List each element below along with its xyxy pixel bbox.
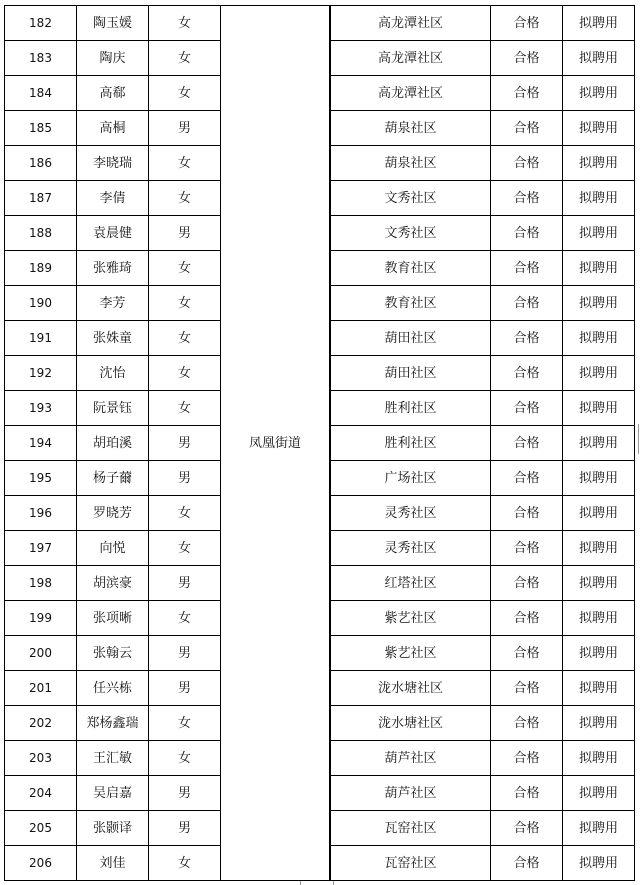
community-cell: 葫泉社区: [331, 146, 491, 181]
name-cell: 吴启嘉: [77, 776, 149, 811]
gender-cell: 男: [149, 566, 221, 601]
name-cell: 沈怡: [77, 356, 149, 391]
row-number-cell: 187: [5, 181, 77, 216]
name-cell: 罗晓芳: [77, 496, 149, 531]
result-cell: 合格: [491, 321, 563, 356]
result-cell: 合格: [491, 846, 563, 881]
row-number-cell: 194: [5, 426, 77, 461]
name-cell: 李晓瑞: [77, 146, 149, 181]
name-cell: 李倩: [77, 181, 149, 216]
community-cell: 高龙潭社区: [331, 6, 491, 41]
row-number-cell: 206: [5, 846, 77, 881]
name-cell: 张翰云: [77, 636, 149, 671]
gender-cell: 男: [149, 111, 221, 146]
gender-cell: 男: [149, 811, 221, 846]
name-cell: 王汇敏: [77, 741, 149, 776]
row-number-cell: 205: [5, 811, 77, 846]
status-cell: 拟聘用: [563, 426, 635, 461]
name-cell: 张姝童: [77, 321, 149, 356]
community-cell: 泷水塘社区: [331, 706, 491, 741]
community-cell: 教育社区: [331, 251, 491, 286]
result-cell: 合格: [491, 461, 563, 496]
gender-cell: 女: [149, 741, 221, 776]
row-number-cell: 204: [5, 776, 77, 811]
name-cell: 刘佳: [77, 846, 149, 881]
name-cell: 李芳: [77, 286, 149, 321]
gender-cell: 女: [149, 391, 221, 426]
name-cell: 陶玉媛: [77, 6, 149, 41]
gender-cell: 男: [149, 426, 221, 461]
gender-cell: 女: [149, 706, 221, 741]
name-cell: 胡滨豪: [77, 566, 149, 601]
result-cell: 合格: [491, 811, 563, 846]
status-cell: 拟聘用: [563, 566, 635, 601]
name-cell: 杨子薾: [77, 461, 149, 496]
row-number-cell: 188: [5, 216, 77, 251]
gender-cell: 女: [149, 321, 221, 356]
gender-cell: 男: [149, 636, 221, 671]
row-number-cell: 197: [5, 531, 77, 566]
status-cell: 拟聘用: [563, 146, 635, 181]
gender-cell: 女: [149, 496, 221, 531]
gender-cell: 男: [149, 671, 221, 706]
gender-cell: 女: [149, 601, 221, 636]
result-cell: 合格: [491, 391, 563, 426]
community-cell: 泷水塘社区: [331, 671, 491, 706]
name-cell: 袁晨健: [77, 216, 149, 251]
community-cell: 瓦窑社区: [331, 846, 491, 881]
status-cell: 拟聘用: [563, 531, 635, 566]
name-cell: 高桐: [77, 111, 149, 146]
community-cell: 文秀社区: [331, 216, 491, 251]
row-number-cell: 198: [5, 566, 77, 601]
result-cell: 合格: [491, 76, 563, 111]
table-row: [5, 6, 635, 41]
gender-cell: 女: [149, 531, 221, 566]
status-cell: 拟聘用: [563, 741, 635, 776]
name-cell: 向悦: [77, 531, 149, 566]
row-number-cell: 193: [5, 391, 77, 426]
gender-cell: 女: [149, 356, 221, 391]
row-number-cell: 185: [5, 111, 77, 146]
name-cell: 胡珀溪: [77, 426, 149, 461]
result-cell: 合格: [491, 741, 563, 776]
name-cell: 阮景钰: [77, 391, 149, 426]
result-cell: 合格: [491, 111, 563, 146]
community-cell: 文秀社区: [331, 181, 491, 216]
row-number-cell: 191: [5, 321, 77, 356]
row-number-cell: 199: [5, 601, 77, 636]
result-cell: 合格: [491, 566, 563, 601]
community-cell: 葫田社区: [331, 356, 491, 391]
community-cell: 紫艺社区: [331, 636, 491, 671]
name-cell: 张项晰: [77, 601, 149, 636]
result-cell: 合格: [491, 531, 563, 566]
status-cell: 拟聘用: [563, 181, 635, 216]
result-cell: 合格: [491, 146, 563, 181]
gender-cell: 女: [149, 146, 221, 181]
result-cell: 合格: [491, 671, 563, 706]
community-cell: 胜利社区: [331, 426, 491, 461]
status-cell: 拟聘用: [563, 41, 635, 76]
community-cell: 瓦窑社区: [331, 811, 491, 846]
community-cell: 葫芦社区: [331, 741, 491, 776]
status-cell: 拟聘用: [563, 846, 635, 881]
status-cell: 拟聘用: [563, 391, 635, 426]
row-number-cell: 202: [5, 706, 77, 741]
result-cell: 合格: [491, 286, 563, 321]
community-cell: 红塔社区: [331, 566, 491, 601]
status-cell: 拟聘用: [563, 321, 635, 356]
row-number-cell: 183: [5, 41, 77, 76]
status-cell: 拟聘用: [563, 356, 635, 391]
community-cell: 灵秀社区: [331, 531, 491, 566]
status-cell: 拟聘用: [563, 111, 635, 146]
footer-tick-left: [300, 881, 301, 885]
row-number-cell: 190: [5, 286, 77, 321]
page-edge-mark: [638, 424, 639, 454]
gender-cell: 女: [149, 41, 221, 76]
result-cell: 合格: [491, 356, 563, 391]
result-cell: 合格: [491, 776, 563, 811]
result-cell: 合格: [491, 216, 563, 251]
result-cell: 合格: [491, 706, 563, 741]
row-number-cell: 192: [5, 356, 77, 391]
candidate-table: [4, 5, 635, 881]
gender-cell: 女: [149, 76, 221, 111]
result-cell: 合格: [491, 496, 563, 531]
row-number-cell: 186: [5, 146, 77, 181]
result-cell: 合格: [491, 601, 563, 636]
row-number-cell: 201: [5, 671, 77, 706]
status-cell: 拟聘用: [563, 286, 635, 321]
status-cell: 拟聘用: [563, 811, 635, 846]
community-cell: 灵秀社区: [331, 496, 491, 531]
result-cell: 合格: [491, 181, 563, 216]
result-cell: 合格: [491, 6, 563, 41]
gender-cell: 女: [149, 286, 221, 321]
status-cell: 拟聘用: [563, 216, 635, 251]
community-cell: 葫芦社区: [331, 776, 491, 811]
footer-tick-right: [333, 881, 334, 885]
status-cell: 拟聘用: [563, 6, 635, 41]
name-cell: 高郗: [77, 76, 149, 111]
community-cell: 教育社区: [331, 286, 491, 321]
row-number-cell: 196: [5, 496, 77, 531]
community-cell: 胜利社区: [331, 391, 491, 426]
gender-cell: 男: [149, 216, 221, 251]
result-cell: 合格: [491, 636, 563, 671]
status-cell: 拟聘用: [563, 706, 635, 741]
status-cell: 拟聘用: [563, 496, 635, 531]
gender-cell: 男: [149, 461, 221, 496]
row-number-cell: 182: [5, 6, 77, 41]
community-cell: 广场社区: [331, 461, 491, 496]
name-cell: 张颢译: [77, 811, 149, 846]
district-cell: 凤凰街道: [221, 6, 330, 881]
row-number-cell: 200: [5, 636, 77, 671]
community-cell: 葫泉社区: [331, 111, 491, 146]
name-cell: 郑杨鑫瑞: [77, 706, 149, 741]
community-cell: 紫艺社区: [331, 601, 491, 636]
community-cell: 葫田社区: [331, 321, 491, 356]
row-number-cell: 189: [5, 251, 77, 286]
result-cell: 合格: [491, 426, 563, 461]
gender-cell: 女: [149, 181, 221, 216]
status-cell: 拟聘用: [563, 776, 635, 811]
name-cell: 陶庆: [77, 41, 149, 76]
status-cell: 拟聘用: [563, 671, 635, 706]
status-cell: 拟聘用: [563, 636, 635, 671]
gender-cell: 女: [149, 6, 221, 41]
result-cell: 合格: [491, 251, 563, 286]
row-number-cell: 195: [5, 461, 77, 496]
result-cell: 合格: [491, 41, 563, 76]
community-cell: 高龙潭社区: [331, 76, 491, 111]
status-cell: 拟聘用: [563, 461, 635, 496]
community-cell: 高龙潭社区: [331, 41, 491, 76]
row-number-cell: 184: [5, 76, 77, 111]
gender-cell: 女: [149, 846, 221, 881]
table-body: [5, 6, 635, 881]
name-cell: 张雅琦: [77, 251, 149, 286]
status-cell: 拟聘用: [563, 251, 635, 286]
row-number-cell: 203: [5, 741, 77, 776]
status-cell: 拟聘用: [563, 76, 635, 111]
status-cell: 拟聘用: [563, 601, 635, 636]
gender-cell: 男: [149, 776, 221, 811]
name-cell: 任兴栋: [77, 671, 149, 706]
gender-cell: 女: [149, 251, 221, 286]
